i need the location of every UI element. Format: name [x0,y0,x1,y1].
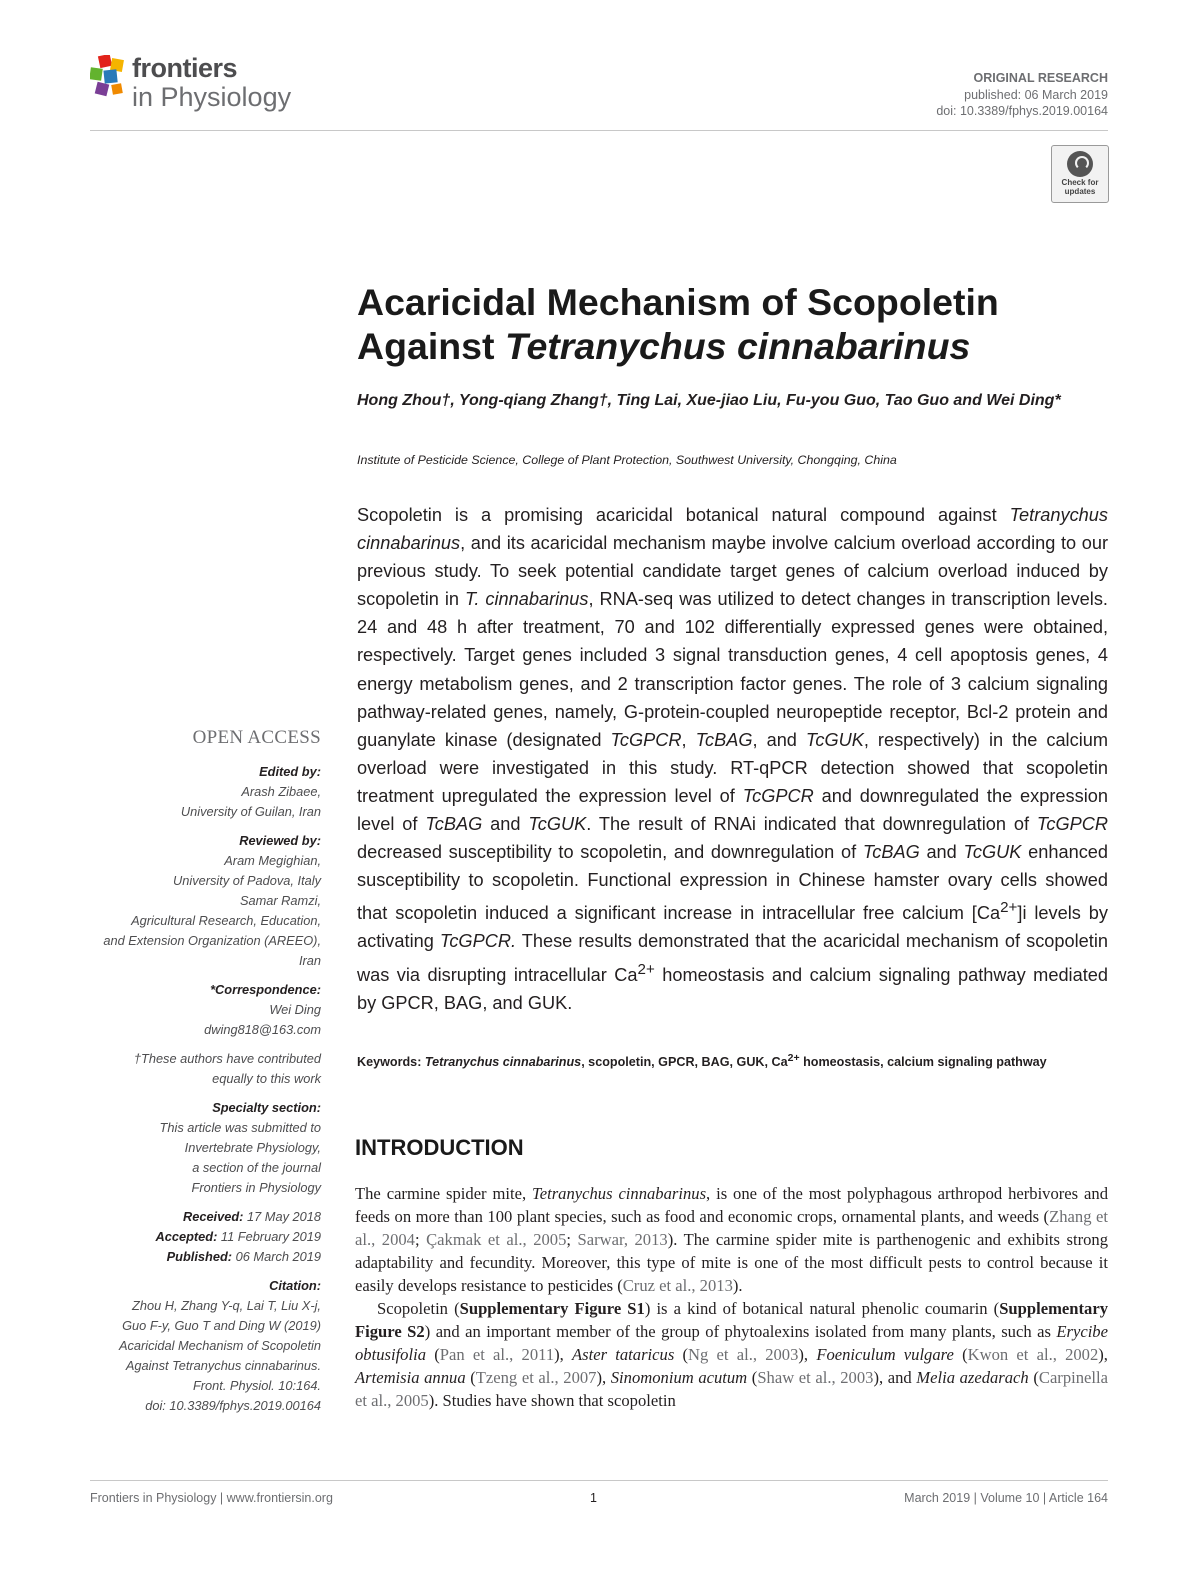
reference-link[interactable]: Pan et al., 2011 [439,1345,555,1364]
specialty-line: a section of the journal [192,1160,321,1175]
equal-note-line: equally to this work [212,1071,321,1086]
keywords: Keywords: Tetranychus cinnabarinus, scopoletin, GPCR, BAG, GUK, $Ca^{2+}$ homeostasis, calcium signaling pathway [357,1052,1047,1070]
footer-journal-link[interactable]: Frontiers in Physiology | www.frontiersin.org [90,1491,333,1505]
citation-section [80,1276,321,1416]
corresponding-email[interactable]: dwing818@163.com [204,1022,321,1037]
reviewed-by-section [80,831,321,971]
supplementary-link[interactable]: Supplementary Figure S1 [459,1299,645,1318]
logo-frontiers-text: frontiers [132,53,238,83]
title-line2-plain: Against [357,325,505,367]
introduction-heading: INTRODUCTION [355,1135,524,1160]
citation-line: Front. Physiol. 10:164. [192,1378,321,1393]
reference-link[interactable]: Zhang et al., 2004 [355,1207,1108,1249]
header-divider [90,130,1108,131]
citation-doi[interactable]: doi: 10.3389/fphys.2019.00164 [145,1398,321,1413]
abstract: Scopoletin is a promising acaricidal botanical natural compound against Tetranychus cinnabarinus, and its acaricidal mechanism maybe involve calcium overload according to our previous study. To seek potential candidate target genes of calcium overload induced by scopoletin in T. cinnabarinus, RNA-seq was utilized to detect changes in transcription levels. 24 and 48 h after treatment, 70 and 102 differentially expressed genes were obtained, respectively. Target genes included 3 signal transduction genes, 4 cell apoptosis genes, 4 energy metabolism genes, and 2 transcription factor genes. The role of 3 calcium signaling pathway-related genes, namely, G-protein-coupled neuropeptide receptor, Bcl-2 protein and guanylate kinase (designated TcGPCR, TcBAG, and TcGUK, respectively) in the calcium overload were investigated in this study. RT-qPCR detection showed that scopoletin treatment upregulated the expression level of TcGPCR and downregulated the expression level of TcBAG and TcGUK. The result of RNAi indicated that downregulation of TcGPCR decreased susceptibility to scopoletin, and downregulation of TcBAG and TcGUK enhanced susceptibility to scopoletin. Functional expression in Chinese hamster ovary cells showed that scopoletin induced a significant increase in intracellular free calcium $[Ca^{2+}]i$ levels by activating TcGPCR. These results demonstrated that the acaricidal mechanism of scopoletin was via disrupting intracellular $Ca^{2+}$ homeostasis and calcium signaling pathway mediated by GPCR, BAG, and GUK. [357,505,1109,1013]
published-date: published: 06 March 2019 [964,87,1108,102]
reviewer-affiliation: and Extension Organization (AREEO), [103,933,321,948]
received-date: Received: 17 May 2018 [182,1209,321,1224]
reference-link[interactable]: Ng et al., 2003 [688,1345,799,1364]
author-list[interactable]: Hong Zhou†, Yong-qiang Zhang†, Ting Lai, Xue-jiao Liu, Fu-you Guo, Tao Guo and Wei Ding* [357,392,1061,409]
reference-link[interactable]: Tzeng et al., 2007 [475,1368,597,1387]
footer-volume-info: March 2019 | Volume 10 | Article 164 [904,1491,1108,1505]
edited-by-section [80,762,321,822]
specialty-line: Invertebrate Physiology, [184,1140,321,1155]
article-meta [936,70,1108,120]
editor-name[interactable]: Arash Zibaee, [241,784,321,799]
reviewer-name[interactable]: Aram Megighian, [224,853,321,868]
affiliation: Institute of Pesticide Science, College of Plant Protection, Southwest University, Chongqing, China [357,453,897,467]
reviewer-affiliation: Agricultural Research, Education, [131,913,321,928]
intro-paragraph-2: Scopoletin (Supplementary Figure S1) is a kind of botanical natural phenolic coumarin (Supplementary Figure S2) and an important member of the group of phytoalexins isolated from many plants, such as Erycibe obtusifolia (Pan et al., 2011), Aster tataricus (Ng et al., 2003), Foeniculum vulgare (Kwon et al., 2002), Artemisia annua (Tzeng et al., 2007), Sinomonium acutum (Shaw et al., 2003), and Melia azedarach (Carpinella et al., 2005). Studies have shown that scopoletin [355,1299,1108,1410]
citation-heading: Citation: [269,1278,321,1293]
journal-logo[interactable] [90,52,320,124]
accepted-date: Accepted: 11 February 2019 [155,1229,321,1244]
reference-link[interactable]: Cruz et al., 2013 [622,1276,733,1295]
article-info-sidebar [80,728,321,1425]
citation-line: Against Tetranychus cinnabarinus. [125,1358,321,1373]
article-title [357,280,1117,368]
crossmark-icon [1067,151,1093,177]
reviewer-affiliation: University of Padova, Italy [173,873,321,888]
supplementary-link[interactable]: Supplementary Figure S2 [355,1299,1108,1341]
correspondence-section [80,980,321,1040]
specialty-line: This article was submitted to [159,1120,321,1135]
specialty-heading: Specialty section: [212,1100,321,1115]
citation-line: Acaricidal Mechanism of Scopoletin [118,1338,321,1353]
reviewer-affiliation: Iran [298,953,321,968]
check-updates-line1: Check for [1061,178,1099,187]
reference-link[interactable]: Kwon et al., 2002 [967,1345,1099,1364]
citation-line: Guo F-y, Guo T and Ding W (2019) [122,1318,321,1333]
reference-link[interactable]: Shaw et al., 2003 [757,1368,874,1387]
dates-section [80,1207,321,1267]
title-line2-species: Tetranychus cinnabarinus [504,325,971,367]
specialty-section [80,1098,321,1198]
article-type: ORIGINAL RESEARCH [973,71,1108,85]
correspondence-heading: *Correspondence: [210,982,321,997]
frontiers-logo-icon [90,55,130,99]
equal-contribution-note [80,1049,321,1089]
title-line1: Acaricidal Mechanism of Scopoletin [357,281,999,323]
page-number: 1 [590,1491,597,1505]
check-updates-line2: updates [1064,186,1096,196]
editor-affiliation: University of Guilan, Iran [180,804,321,819]
corresponding-author: Wei Ding [269,1002,321,1017]
logo-journal-text: in Physiology [132,82,292,112]
reviewer-name[interactable]: Samar Ramzi, [239,893,321,908]
published-date-sidebar: Published: 06 March 2019 [166,1249,321,1264]
reviewed-by-heading: Reviewed by: [239,833,321,848]
keywords-label: Keywords: [357,1055,425,1070]
doi-link[interactable]: doi: 10.3389/fphys.2019.00164 [936,104,1108,118]
introduction-body [355,1182,1108,1412]
edited-by-heading: Edited by: [259,764,321,779]
open-access-label: OPEN ACCESS [192,727,321,748]
reference-link[interactable]: Sarwar, 2013 [577,1230,668,1249]
check-for-updates-badge[interactable] [1051,145,1109,203]
reference-link[interactable]: Carpinella et al., 2005 [355,1368,1108,1410]
citation-line: Zhou H, Zhang Y-q, Lai T, Liu X-j, [132,1298,321,1313]
equal-note-line: †These authors have contributed [133,1051,321,1066]
specialty-line: Frontiers in Physiology [191,1180,321,1195]
footer-divider [90,1480,1108,1481]
reference-link[interactable]: Çakmak et al., 2005 [426,1230,567,1249]
intro-paragraph-1: The carmine spider mite, Tetranychus cinnabarinus, is one of the most polyphagous arthropod herbivores and feeds on more than 100 plant species, such as food and economic crops, ornamental plants, and weeds (Zhang et al., 2004; Çakmak et al., 2005; Sarwar, 2013). The carmine spider mite is parthenogenic and exhibits strong adaptability and fecundity. Moreover, this type of mite is one of the most difficult pests to control because it easily develops resistance to pesticides (Cruz et al., 2013). [355,1184,1108,1295]
